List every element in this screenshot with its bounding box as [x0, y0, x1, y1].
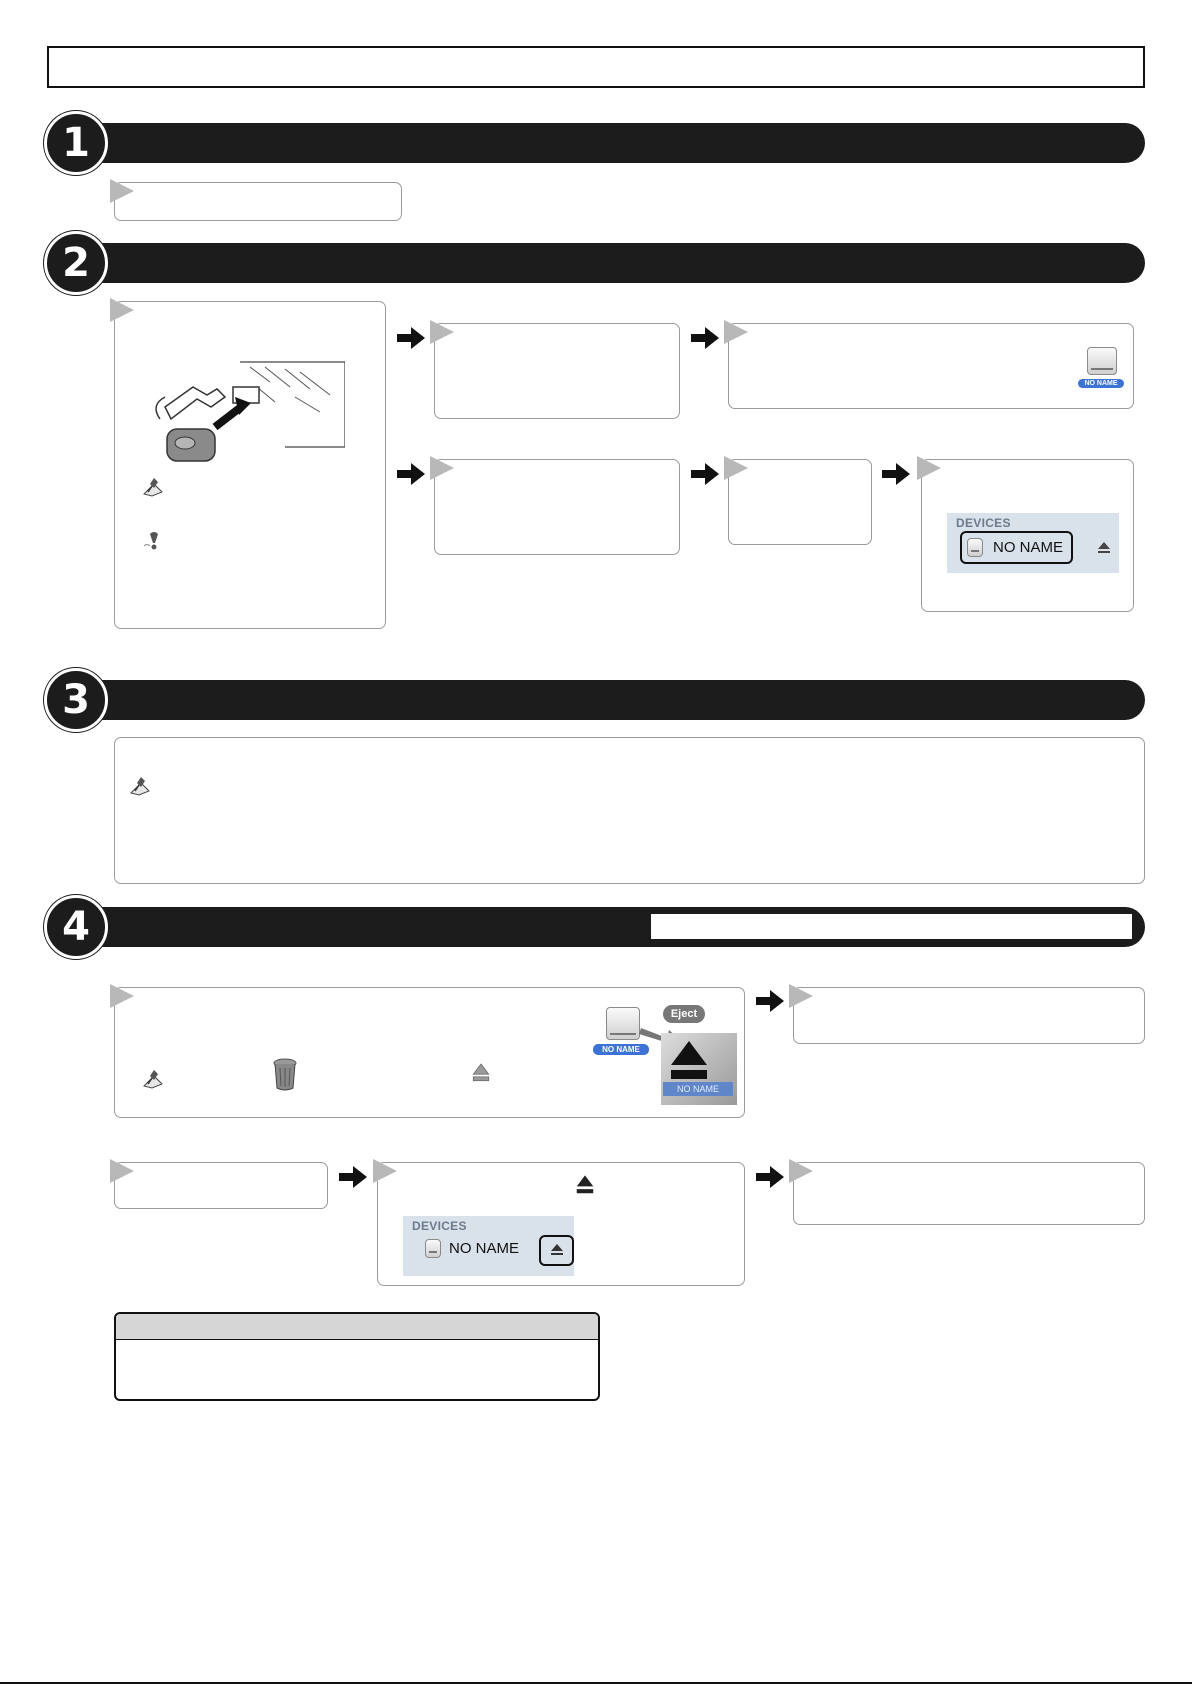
arrow-right-icon: [397, 463, 425, 485]
section-1-header-bar: [92, 123, 1145, 163]
eject-icon[interactable]: [1097, 541, 1111, 554]
section-3-number-badge: [44, 668, 108, 732]
section-4-number-badge: [44, 895, 108, 959]
devices-header: DEVICES: [412, 1219, 467, 1233]
drive-label: NO NAME: [1078, 379, 1124, 388]
step-marker-icon: [110, 984, 134, 1008]
section-2-number-badge: [44, 231, 108, 295]
trash-icon: [272, 1058, 298, 1092]
finder-devices-panel: [947, 513, 1119, 573]
section-2-step-2: [434, 323, 680, 419]
step-marker-icon: [789, 1159, 813, 1183]
section-2-step-6: [921, 459, 1134, 612]
device-item-label[interactable]: NO NAME: [993, 539, 1064, 556]
arrow-right-icon: [756, 990, 784, 1012]
section-3-number: 3: [62, 677, 90, 723]
section-1-number: 1: [62, 120, 90, 166]
section-1-number-badge: [44, 111, 108, 175]
step-marker-icon: [430, 456, 454, 480]
step-marker-icon: [110, 179, 134, 203]
section-2-header-bar: [92, 243, 1145, 283]
pushpin-note-icon: [127, 775, 153, 797]
arrow-right-icon: [691, 463, 719, 485]
step-marker-icon: [110, 298, 134, 322]
eject-icon[interactable]: [550, 1243, 564, 1256]
eject-tooltip: Eject: [663, 1005, 705, 1023]
bottom-note-header: [116, 1314, 598, 1340]
section-3-note-box: [114, 737, 1145, 884]
device-item-label[interactable]: NO NAME: [449, 1240, 520, 1257]
section-4-step-3: [114, 1162, 328, 1209]
pushpin-note-icon: [142, 476, 164, 498]
step-marker-icon: [724, 456, 748, 480]
arrow-right-icon: [397, 327, 425, 349]
arrow-right-icon: [882, 463, 910, 485]
drive-icon: [1087, 347, 1117, 375]
eject-dock-target: [661, 1033, 737, 1105]
drive-icon: [606, 1007, 640, 1040]
step-marker-icon: [110, 1159, 134, 1183]
section-2-step-insert-drive: [114, 301, 386, 629]
devices-header: DEVICES: [956, 516, 1011, 530]
arrow-right-icon: [339, 1166, 367, 1188]
step-marker-icon: [789, 984, 813, 1008]
drive-icon: [425, 1239, 441, 1258]
drive-label: NO NAME: [663, 1082, 733, 1096]
usb-insert-illustration: [145, 357, 345, 467]
section-4-number: 4: [62, 904, 90, 950]
section-2-number: 2: [62, 240, 90, 286]
drive-label: NO NAME: [593, 1044, 649, 1055]
section-4-step-5: [793, 1162, 1145, 1225]
section-2-step-5: [728, 459, 872, 545]
step-marker-icon: [724, 320, 748, 344]
section-4-header-label-box: [651, 914, 1132, 939]
footer-rule: [0, 1682, 1192, 1684]
step-marker-icon: [373, 1159, 397, 1183]
eject-icon: [472, 1062, 490, 1084]
step-marker-icon: [430, 320, 454, 344]
bottom-note-box: [114, 1312, 600, 1401]
section-4-step-2: [793, 987, 1145, 1044]
arrow-right-icon: [691, 327, 719, 349]
pushpin-note-icon: [142, 1068, 164, 1090]
section-3-header-bar: [92, 680, 1145, 720]
drive-icon: [967, 538, 983, 557]
finder-devices-panel: [403, 1216, 574, 1276]
step-marker-icon: [917, 456, 941, 480]
section-2-step-3: [728, 323, 1134, 409]
section-4-step-eject-drag: [114, 987, 745, 1118]
eject-icon: [575, 1174, 595, 1196]
page-title-frame: [47, 46, 1145, 88]
eject-icon: [669, 1039, 709, 1083]
section-1-step-box: [114, 182, 402, 221]
caution-icon: [142, 530, 164, 552]
section-4-step-4: [377, 1162, 745, 1286]
arrow-right-icon: [756, 1166, 784, 1188]
section-2-step-4: [434, 459, 680, 555]
